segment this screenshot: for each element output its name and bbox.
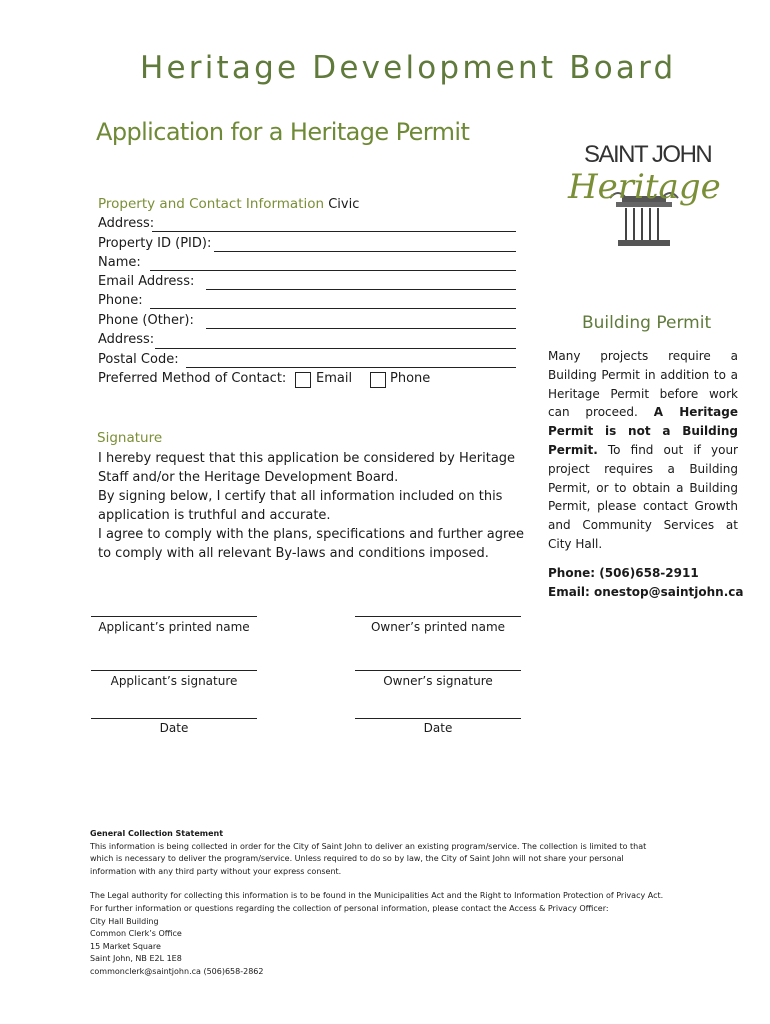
legal-line-contact: commonclerk@saintjohn.ca (506)658-2862 [90,966,264,976]
legal-line: Common Clerk’s Office [90,929,182,939]
contact-heading-label: Property and Contact Information [98,196,325,212]
field-label-postal-code: Postal Code: [98,352,179,367]
pid-input[interactable] [214,251,516,252]
email-option-label: Email [316,371,353,386]
declaration-line: I agree to comply with the plans, specifications and further agree [98,527,525,542]
declaration-line: application is truthful and accurate. [98,508,331,523]
declaration-line: I hereby request that this application be considered by Heritage [98,451,516,466]
applicant-printed-name-label: Applicant’s printed name [98,620,250,634]
board-title: Heritage Development Board [140,50,677,86]
owner-signature-label: Owner’s signature [383,674,493,688]
signature-declaration [98,449,524,563]
phone-checkbox[interactable] [370,372,386,388]
declaration-line: By signing below, I certify that all information included on this [98,489,503,504]
application-title: Application for a Heritage Permit [96,118,470,146]
signature-heading: Signature [97,430,163,446]
phone-input[interactable] [150,308,516,309]
applicant-date-input[interactable] [91,718,257,719]
phone-other-input[interactable] [206,328,516,329]
legal-line: City Hall Building [90,916,159,926]
field-label-pid: Property ID (PID): [98,236,212,251]
building-permit-warning: A Heritage Permit is not a Building Permit. [548,405,738,457]
building-permit-info [548,347,744,601]
applicant-date-label: Date [159,721,189,735]
applicant-signature-label: Applicant’s signature [110,674,238,688]
owner-date-label: Date [423,721,453,735]
collection-line: which is necessary to deliver the program/service. Unless required to do so by law, the City of Saint John will not share your personal [90,854,624,864]
preferred-contact-label: Preferred Method of Contact: [98,371,287,386]
owner-printed-name-label: Owner’s printed name [370,620,506,634]
saint-john-heritage-logo [560,138,730,248]
logo-line1: SAINT JOHN [584,141,712,168]
contact-phone: Phone: (506)658-2911 [548,565,699,580]
legal-line: 15 Market Square [90,941,161,951]
logo-line2: Heritage [568,167,721,207]
email-checkbox[interactable] [295,372,311,388]
collection-line: information with any third party without your express consent. [90,866,342,876]
address-input[interactable] [155,348,516,349]
field-label-email: Email Address: [98,274,195,289]
civic-address-input[interactable] [152,231,516,232]
field-label-phone: Phone: [98,293,143,308]
phone-option-label: Phone [390,371,431,386]
applicant-signature-input[interactable] [91,670,257,671]
collection-statement [90,828,663,979]
field-label-address: Address: [98,332,155,347]
field-label-name: Name: [98,255,141,270]
contact-heading [98,196,359,212]
email-input[interactable] [206,289,516,290]
building-permit-title: Building Permit [582,313,712,333]
declaration-line: Staff and/or the Heritage Development Board. [98,470,399,485]
contact-email[interactable]: Email: onestop@saintjohn.ca [548,584,744,599]
owner-date-input[interactable] [355,718,521,719]
building-permit-text-2: To find out if your project requires a Building Permit, or to obtain a Building Permit, please contact Growth and Community Services at City Hall. [548,442,738,551]
name-input[interactable] [150,270,516,271]
collection-line: This information is being collected in order for the City of Saint John to deliver an existing program/service. The collection is limited to that [90,841,647,851]
owner-signature-input[interactable] [355,670,521,671]
legal-line: The Legal authority for collecting this information is to be found in the Municipalities Act and the Right to Information Protection of Privacy Act. [90,891,664,901]
legal-line: Saint John, NB E2L 1E8 [90,954,182,964]
field-label-phone-other: Phone (Other): [98,313,194,328]
legal-line: For further information or questions regarding the collection of personal information, please contact the Access & Privacy Officer: [90,903,609,913]
collection-heading: General Collection Statement [90,829,224,838]
building-permit-text: Many projects require a Building Permit in addition to a Heritage Permit before work can proceed. [548,349,738,420]
declaration-line: to comply with all relevant By-laws and conditions imposed. [98,546,489,561]
postal-code-input[interactable] [186,367,516,368]
applicant-printed-name-input[interactable] [91,616,257,617]
contact-heading-suffix: Civic [328,197,360,212]
owner-printed-name-input[interactable] [355,616,521,617]
field-label-civic-address: Address: [98,216,155,231]
